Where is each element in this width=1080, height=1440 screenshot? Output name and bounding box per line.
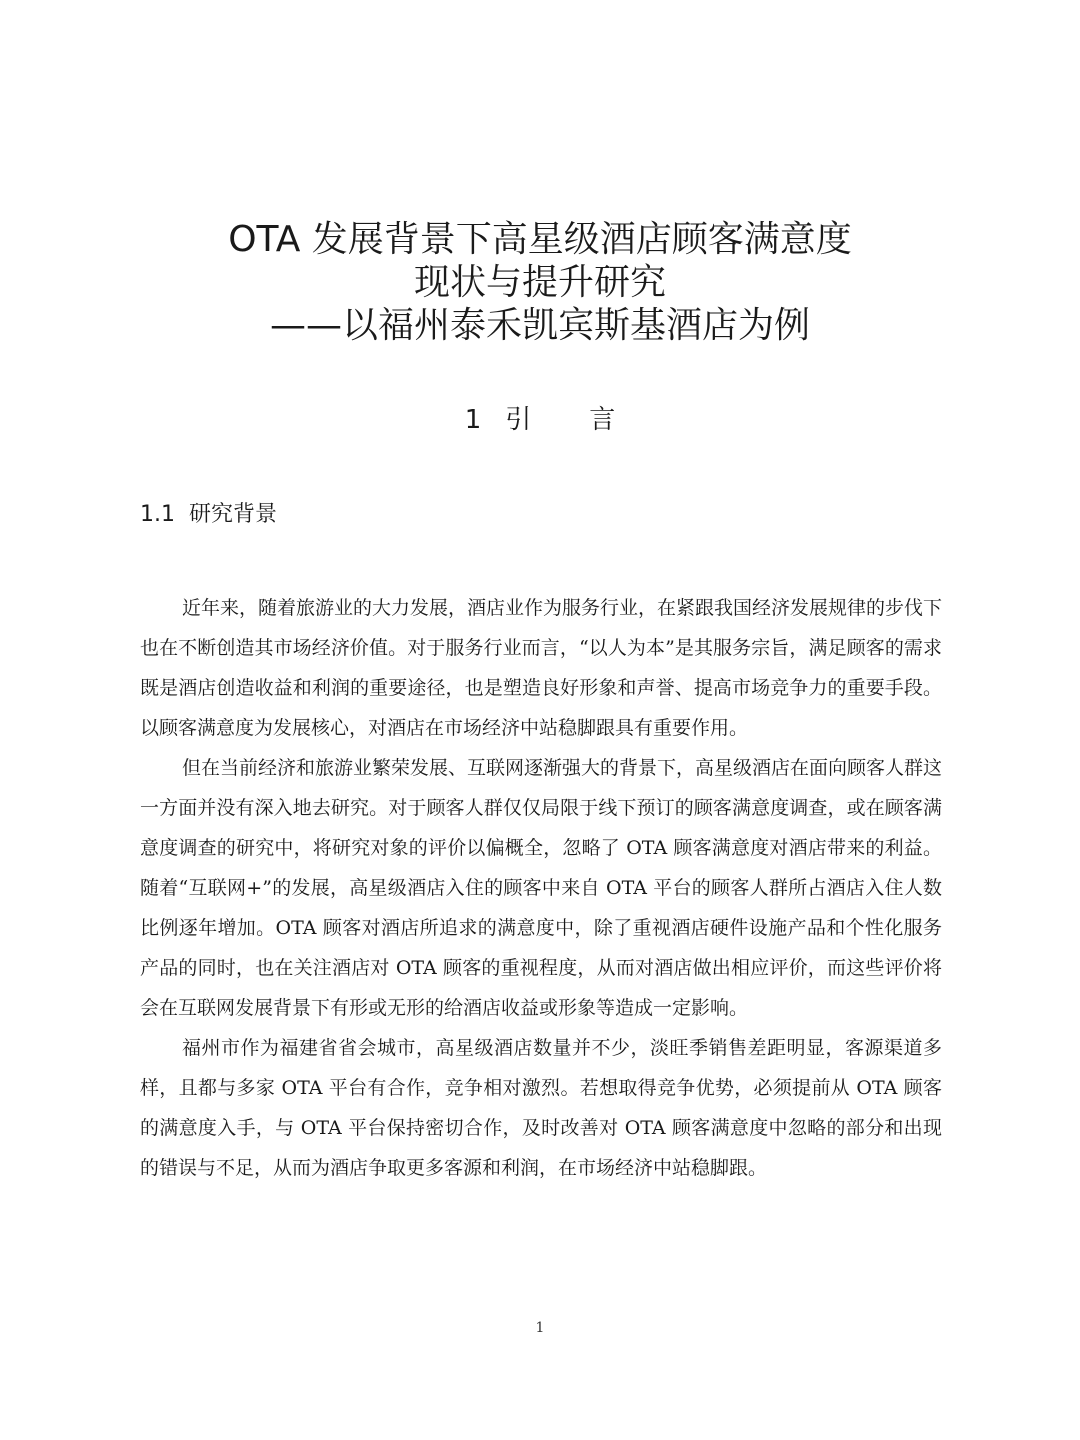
body-text — [140, 588, 942, 1188]
title-line-2: 现状与提升研究 — [413, 262, 666, 303]
paragraph-2: 但在当前经济和旅游业繁荣发展、互联网逐渐强大的背景下，高星级酒店在面向顾客人群这一方面并没有深入地去研究。对于顾客人群仅仅局限于线下预订的顾客满意度调查，或在顾客满意度调查的研究中，将研究对象的评价以偏概全，忽略了 OTA 顾客满意度对酒店带来的利益。随着“互联网+”的发展，高星级酒店入住的顾客中来自 OTA 平台的顾客人群所占酒店入住人数比例逐年增加。OTA 顾客对酒店所追求的满意度中，除了重视酒店硬件设施产品和个性化服务产品的同时，也在关注酒店对 OTA 顾客的重视程度，从而对酒店做出相应评价，而这些评价将会在互联网发展背景下有形或无形的给酒店收益或形象等造成一定影响。 — [140, 757, 943, 1019]
chapter-number: 1 — [464, 405, 482, 435]
chapter-title-char-1: 引 — [505, 405, 532, 435]
paragraph-1: 近年来，随着旅游业的大力发展，酒店业作为服务行业，在紧跟我国经济发展规律的步伐下也在不断创造其市场经济价值。对于服务行业而言，“以人为本”是其服务宗旨，满足顾客的需求既是酒店创造收益和利润的重要途径，也是塑造良好形象和声誉、提高市场竞争力的重要手段。以顾客满意度为发展核心，对酒店在市场经济中站稳脚跟具有重要作用。 — [140, 597, 943, 739]
section-number: 1.1 — [140, 502, 175, 527]
chapter-heading — [0, 400, 1080, 440]
title-line-1: OTA 发展背景下高星级酒店顾客满意度 — [228, 219, 852, 260]
page-number: 1 — [535, 1320, 545, 1336]
chapter-title-char-2: 言 — [589, 405, 616, 435]
section-title: 研究背景 — [189, 502, 278, 527]
title-line-3: ——以福州泰禾凯宾斯基酒店为例 — [269, 305, 810, 346]
paper-title — [0, 218, 1080, 347]
paragraph-3: 福州市作为福建省省会城市，高星级酒店数量并不少，淡旺季销售差距明显，客源渠道多样，且都与多家 OTA 平台有合作，竞争相对激烈。若想取得竞争优势，必须提前从 OTA 顾客的满意度入手，与 OTA 平台保持密切合作，及时改善对 OTA 顾客满意度中忽略的部分和出现的错误与不足，从而为酒店争取更多客源和利润，在市场经济中站稳脚跟。 — [140, 1037, 942, 1179]
section-heading — [140, 498, 277, 532]
